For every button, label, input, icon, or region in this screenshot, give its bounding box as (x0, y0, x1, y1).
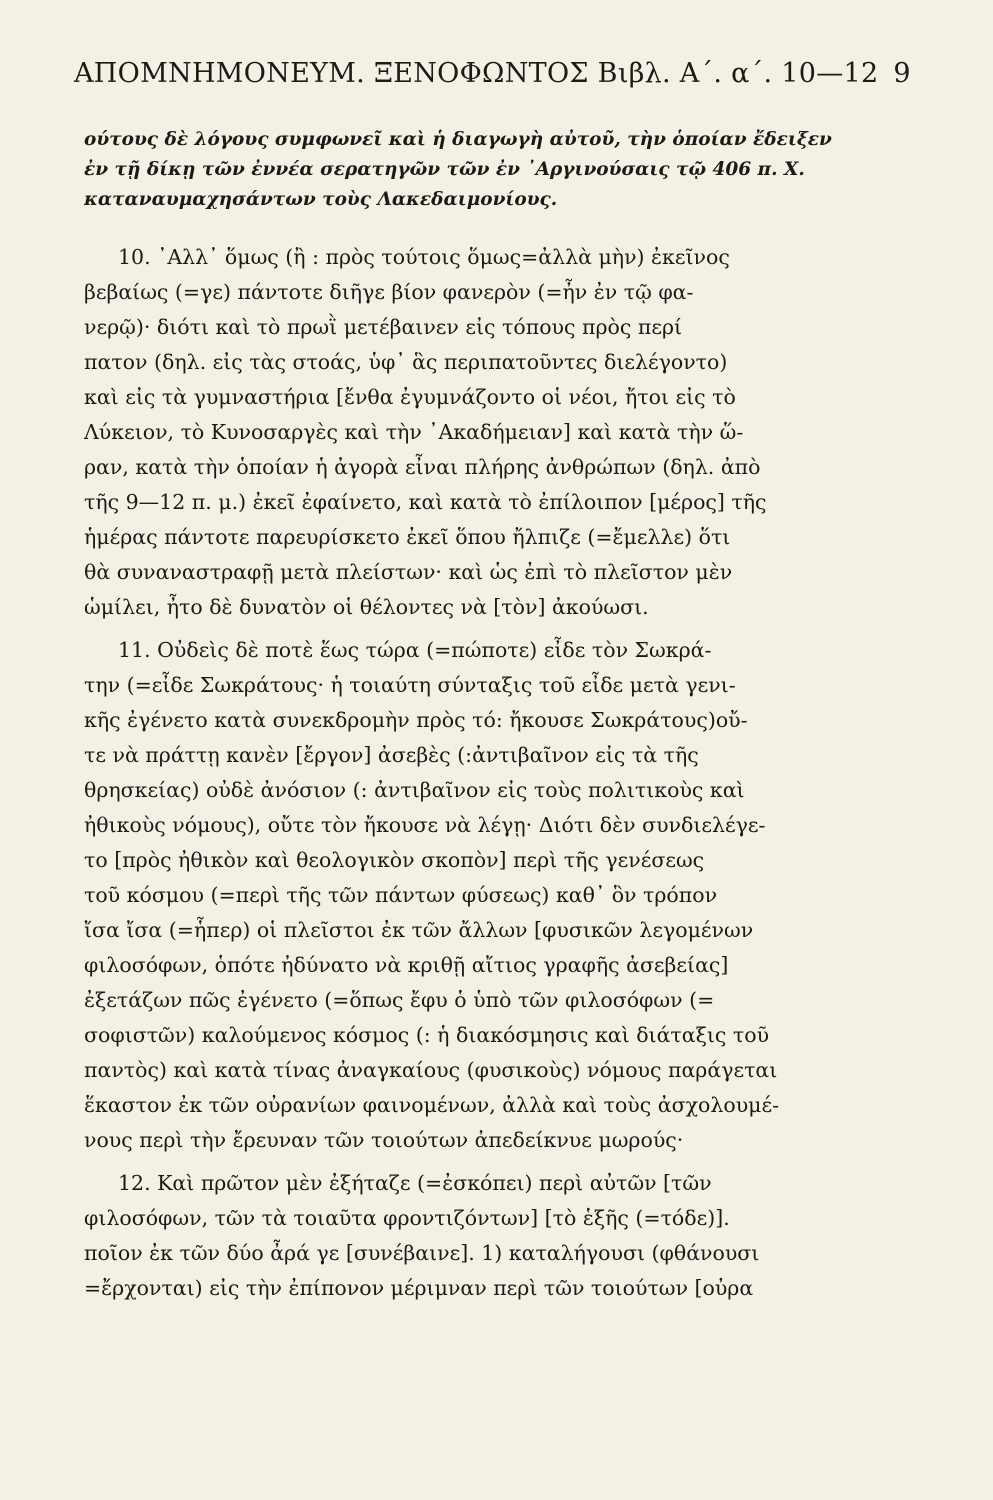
text-line: 12. Καὶ πρῶτον μὲν ἐξήταζε (=ἐσκόπει) περὶ αὐτῶν [τῶν (118, 1171, 712, 1195)
text-line: βεβαίως (=γε) πάντοτε διῆγε βίον φανερὸν (=ἦν ἐν τῷ φα- (84, 280, 694, 304)
text-line: ποῖον ἐκ τῶν δύο ἆρά γε [συνέβαινε]. 1) καταλήγουσι (φθάνουσι (84, 1241, 760, 1265)
note-line: καταναυμαχησάντων τοὺς Λακεδαιμονίους. (84, 189, 558, 210)
text-line: παντὸς) καὶ κατὰ τίνας ἀναγκαίους (φυσικοὺς) νόμους παράγεται (84, 1058, 778, 1082)
text-line: ἴσα ἴσα (=ἧπερ) οἱ πλεῖστοι ἐκ τῶν ἄλλων [φυσικῶν λεγομένων (84, 918, 754, 942)
text-line: φιλοσόφων, ὁπότε ἠδύνατο νὰ κριθῇ αἴτιος γραφῆς ἀσεβείας] (84, 953, 729, 977)
note-line: ούτους δὲ λόγους συμφωνεῖ καὶ ἡ διαγωγὴ αὐτοῦ, τὴν ὁποίαν ἔδειξεν (84, 129, 832, 150)
text-line: νους περὶ τὴν ἔρευναν τῶν τοιούτων ἀπεδείκνυε μωρούς· (84, 1128, 684, 1152)
text-line: κῆς ἐγένετο κατὰ συνεκδρομὴν πρὸς τό: ἤκουσε Σωκράτους)οὔ- (84, 708, 748, 732)
text-line: ὡμίλει, ἦτο δὲ δυνατὸν οἱ θέλοντες νὰ [τὸν] ἀκούωσι. (84, 595, 649, 619)
text-line: την (=εἶδε Σωκράτους· ἡ τοιαύτη σύνταξις τοῦ εἶδε μετὰ γενι- (84, 673, 736, 697)
paragraph-12 (84, 1166, 934, 1306)
text-line: ἠθικοὺς νόμους), οὔτε τὸν ἤκουσε νὰ λέγῃ· Διότι δὲν συνδιελέγε- (84, 813, 766, 837)
text-line: ραν, κατὰ τὴν ὁποίαν ἡ ἀγορὰ εἶναι πλήρης ἀνθρώπων (δηλ. ἀπὸ (84, 455, 761, 479)
note-line: ἐν τῇ δίκῃ τῶν ἐννέα σερατηγῶν τῶν ἐν ᾿Αργινούσαις τῷ 406 π. Χ. (84, 159, 805, 180)
text-line: φιλοσόφων, τῶν τὰ τοιαῦτα φροντιζόντων] [τὸ ἑξῆς (=τόδε)]. (84, 1206, 730, 1230)
text-line: =ἔρχονται) εἰς τὴν ἐπίπονον μέριμναν περὶ τῶν τοιούτων [οὐρα (84, 1276, 754, 1300)
text-line: 11. Οὐδεὶς δὲ ποτὲ ἕως τώρα (=πώποτε) εἶδε τὸν Σωκρά- (118, 638, 712, 662)
paragraph-11 (84, 633, 934, 1158)
running-header (74, 58, 934, 89)
text-line: πατον (δηλ. εἰς τὰς στοάς, ὑφ᾿ ἃς περιπατοῦντες διελέγοντο) (84, 350, 728, 374)
text-line: τοῦ κόσμου (=περὶ τῆς τῶν πάντων φύσεως) καθ᾿ ὃν τρόπον (84, 883, 718, 907)
text-line: θρησκείας) οὐδὲ ἀνόσιον (: ἀντιβαῖνον εἰς τοὺς πολιτικοὺς καὶ (84, 778, 745, 802)
text-line: νερῷ)· διότι καὶ τὸ πρωῒ μετέβαινεν εἰς τόπους πρὸς περί (84, 315, 683, 339)
text-line: θὰ συναναστραφῇ μετὰ πλείστων· καὶ ὡς ἐπὶ τὸ πλεῖστον μὲν (84, 560, 733, 584)
text-line: ἡμέρας πάντοτε παρευρίσκετο ἐκεῖ ὅπου ἤλπιζε (=ἔμελλε) ὅτι (84, 525, 731, 549)
text-line: ἐξετάζων πῶς ἐγένετο (=ὅπως ἔφυ ὁ ὑπὸ τῶν φιλοσόφων (= (84, 988, 715, 1012)
text-line: σοφιστῶν) καλούμενος κόσμος (: ἡ διακόσμησις καὶ διάταξις τοῦ (84, 1023, 770, 1047)
commentary-note (84, 125, 904, 215)
header-title: ΑΠΟΜΝΗΜΟΝΕΥΜ. ΞΕΝΟΦΩΝΤΟΣ Βιβλ. Α΄. α΄. 10—12 (74, 58, 879, 89)
text-line: 10. ᾿Αλλ᾿ ὅμως (ἢ : πρὸς τούτοις ὅμως=ἀλλὰ μὴν) ἐκεῖνος (118, 245, 730, 269)
main-text (84, 240, 934, 1306)
text-line: τε νὰ πράττῃ κανὲν [ἔργον] ἀσεβὲς (:ἀντιβαῖνον εἰς τὰ τῆς (84, 743, 699, 767)
page-number: 9 (893, 58, 911, 89)
text-line: Λύκειον, τὸ Κυνοσαργὲς καὶ τὴν ᾿Ακαδήμειαν] καὶ κατὰ τὴν ὥ- (84, 420, 744, 444)
text-line: καὶ εἰς τὰ γυμναστήρια [ἔνθα ἐγυμνάζοντο οἱ νέοι, ἤτοι εἰς τὸ (84, 385, 736, 409)
text-line: ἕκαστον ἐκ τῶν οὐρανίων φαινομένων, ἀλλὰ καὶ τοὺς ἀσχολουμέ- (84, 1093, 780, 1117)
text-line: τῆς 9—12 π. μ.) ἐκεῖ ἐφαίνετο, καὶ κατὰ τὸ ἐπίλοιπον [μέρος] τῆς (84, 490, 767, 514)
text-line: το [πρὸς ἠθικὸν καὶ θεολογικὸν σκοπὸν] περὶ τῆς γενέσεως (84, 848, 705, 872)
paragraph-10 (84, 240, 934, 625)
